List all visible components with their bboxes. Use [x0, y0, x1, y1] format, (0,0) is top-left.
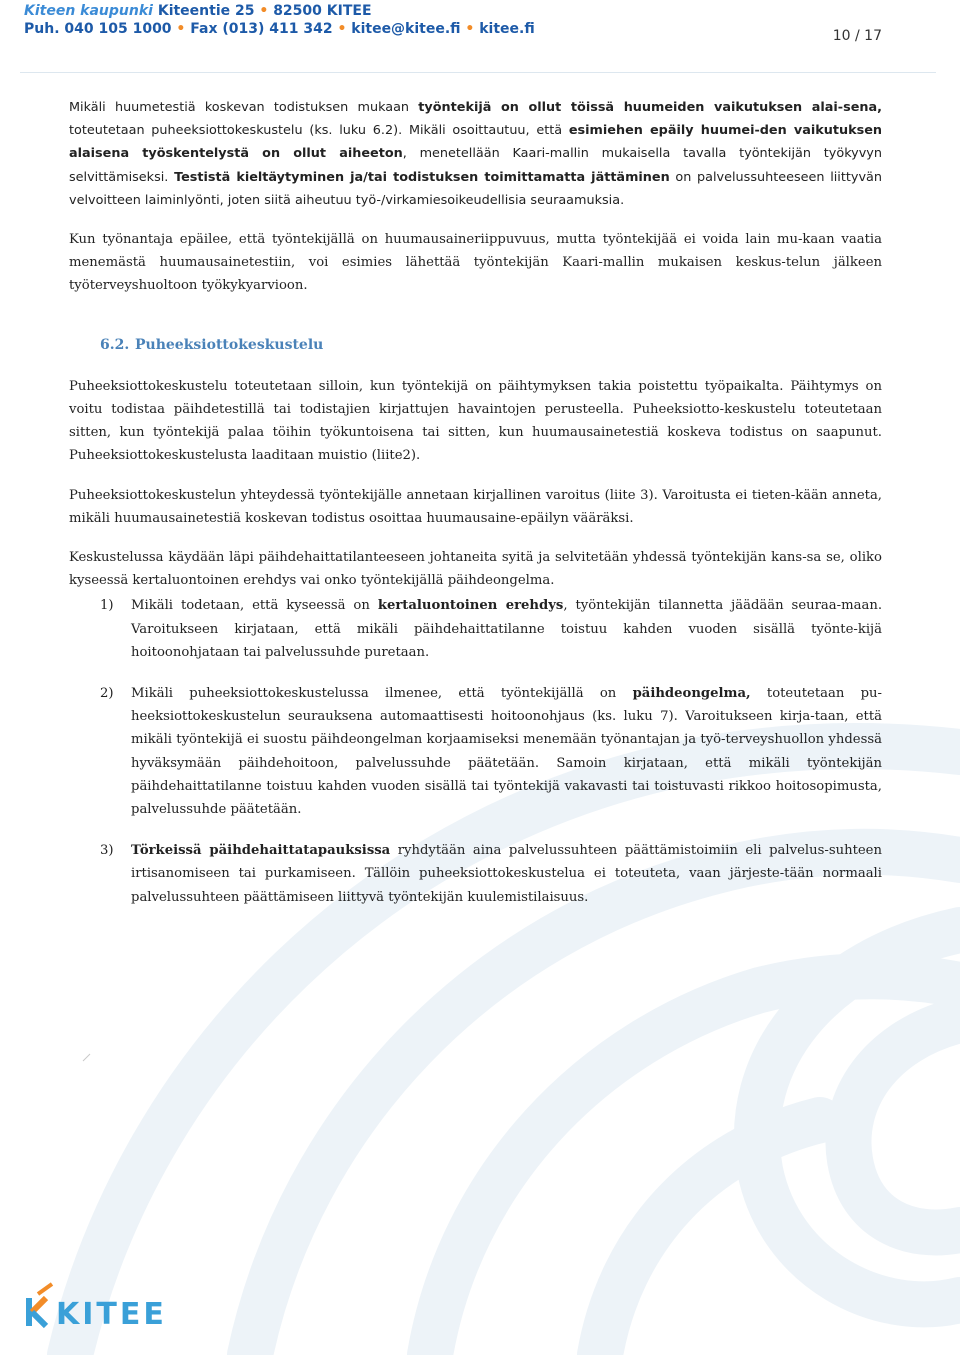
stray-mark [82, 1052, 92, 1062]
section-heading [100, 334, 882, 357]
list-item-number: 2) [100, 686, 114, 702]
letterhead-brand: Kiteen kaupunki [24, 3, 153, 19]
list-item: 3) Törkeissä päihdehaittatapauksissa ryhdytään aina palvelussuhteen päättämistoimiin eli palvelus-suhteen irtisanomiseen tai purkamiseen. Tällöin puheeksiottokeskustelua ei toteuteta, vaan järjeste-tään normaali palvelussuhteen päättämiseen liittyvä työntekijän kuulemistilaisuus. [69, 839, 882, 909]
paragraph-conversation: Puheeksiottokeskustelu toteutetaan silloin, kun työntekijä on päihtymyksen takia poistettu työpaikalta. Päihtymys on voitu todistaa päihdetestillä tai todistajien kirjattujen havaintojen perusteella. Puheeksiotto-keskustelu toteutetaan sitten, kun työntekijä palaa töihin työkuntoisena tai sitten, kun huumausainetestiä koskeva todistus on saapunut. Puheeksiottokeskustelusta laaditaan muistio (liite2). [69, 378, 882, 464]
paragraph-warning: Puheeksiottokeskustelun yhteydessä työntekijälle annetaan kirjallinen varoitus (liite 3). Varoitusta ei tieten-kään anneta, mikäli huumausainetestiä koskevan todistus osoittaa huumausaine-epäilyn vääräksi. [69, 487, 882, 526]
numbered-list [69, 594, 882, 908]
separator-dot: • [465, 21, 475, 37]
separator-dot: • [176, 21, 186, 37]
separator-dot: • [259, 3, 269, 19]
section-title: Puheeksiottokeskustelu [135, 336, 324, 353]
letterhead-fax: Fax (013) 411 342 [190, 21, 333, 37]
separator-dot: • [337, 21, 347, 37]
letterhead-email[interactable]: kitee@kitee.fi [351, 21, 461, 37]
letterhead-postal: 82500 KITEE [273, 3, 372, 19]
list-item-number: 1) [100, 598, 114, 614]
paragraph-drug-test: Mikäli huumetestiä koskevan todistuksen mukaan työntekijä on ollut töissä huumeiden vaikutuksen alai-sena, toteutetaan puheeksiottokeskustelu (ks. luku 6.2). Mikäli osoittautuu, että esimiehen epäily huumei-den vaikutuksen alaisena työskentelystä on ollut aiheeton, menetellään Kaari-mallin mukaisella tavalla työntekijän työkyvyn selvittämiseksi. Testistä kieltäytyminen ja/tai todistuksen toimittamatta jättäminen on palvelussuhteeseen liittyvän velvoitteen laiminlyönti, joten siitä aiheutuu työ-/virkamiesoikeudellisia seuraamuksia. [69, 100, 882, 208]
document-body [69, 96, 882, 927]
letterhead-website[interactable]: kitee.fi [479, 21, 535, 37]
kitee-logo-text: KITEE [56, 1297, 167, 1332]
letterhead-phone: Puh. 040 105 1000 [24, 21, 172, 37]
paragraph-dependency: Kun työnantaja epäilee, että työntekijällä on huumausaineriippuvuus, mutta työntekijää ei voida lain mu-kaan vaatia menemästä huumausainetestiin, voi esimies lähettää työntekijän Kaari-mallin mukaisen keskus-telun jälkeen työterveyshuoltoon työkykyarvioon. [69, 232, 882, 294]
paragraph-discussion: Keskustelussa käydään läpi päihdehaittatilanteeseen johtaneita syitä ja selvitetään yhdessä työntekijän kans-sa se, oliko kyseessä kertaluontoinen erehdys vai onko työntekijällä päihdeongelma. [69, 550, 882, 589]
section-number: 6.2. [100, 336, 130, 353]
header-divider [20, 72, 936, 73]
list-item-number: 3) [100, 843, 114, 859]
page-number: 10 / 17 [832, 28, 882, 44]
list-item: 1) Mikäli todetaan, että kyseessä on kertaluontoinen erehdys, työntekijän tilannetta jäädään seuraa-maan. Varoitukseen kirjataan, että mikäli päihdehaittatilanne toistuu kahden vuoden sisällä työnte-kijä hoitoonohjataan tai palvelussuhde puretaan. [69, 594, 882, 664]
kitee-logo [24, 1282, 184, 1332]
letterhead [24, 2, 535, 38]
list-item: 2) Mikäli puheeksiottokeskustelussa ilmenee, että työntekijällä on päihdeongelma, toteutetaan pu-heeksiottokeskustelun seurauksena automaattisesti hoitoonohjaus (ks. luku 7). Varoitukseen kirja-taan, että mikäli työntekijä ei suostu päihdeongelman korjaamiseksi menemään työnantajan ja työ-terveyshuollon yhdessä hyväksymään päihdehoitoon, palvelussuhde päätetään. Samoin kirjataan, että mikäli työntekijän päihdehaittatilanne toistuu kahden vuoden sisällä tai työntekijä vakavasti tai toistuvasti rikkoo hoitosopimusta, palvelussuhde päätetään. [69, 682, 882, 821]
letterhead-address: Kiteentie 25 [157, 3, 255, 19]
